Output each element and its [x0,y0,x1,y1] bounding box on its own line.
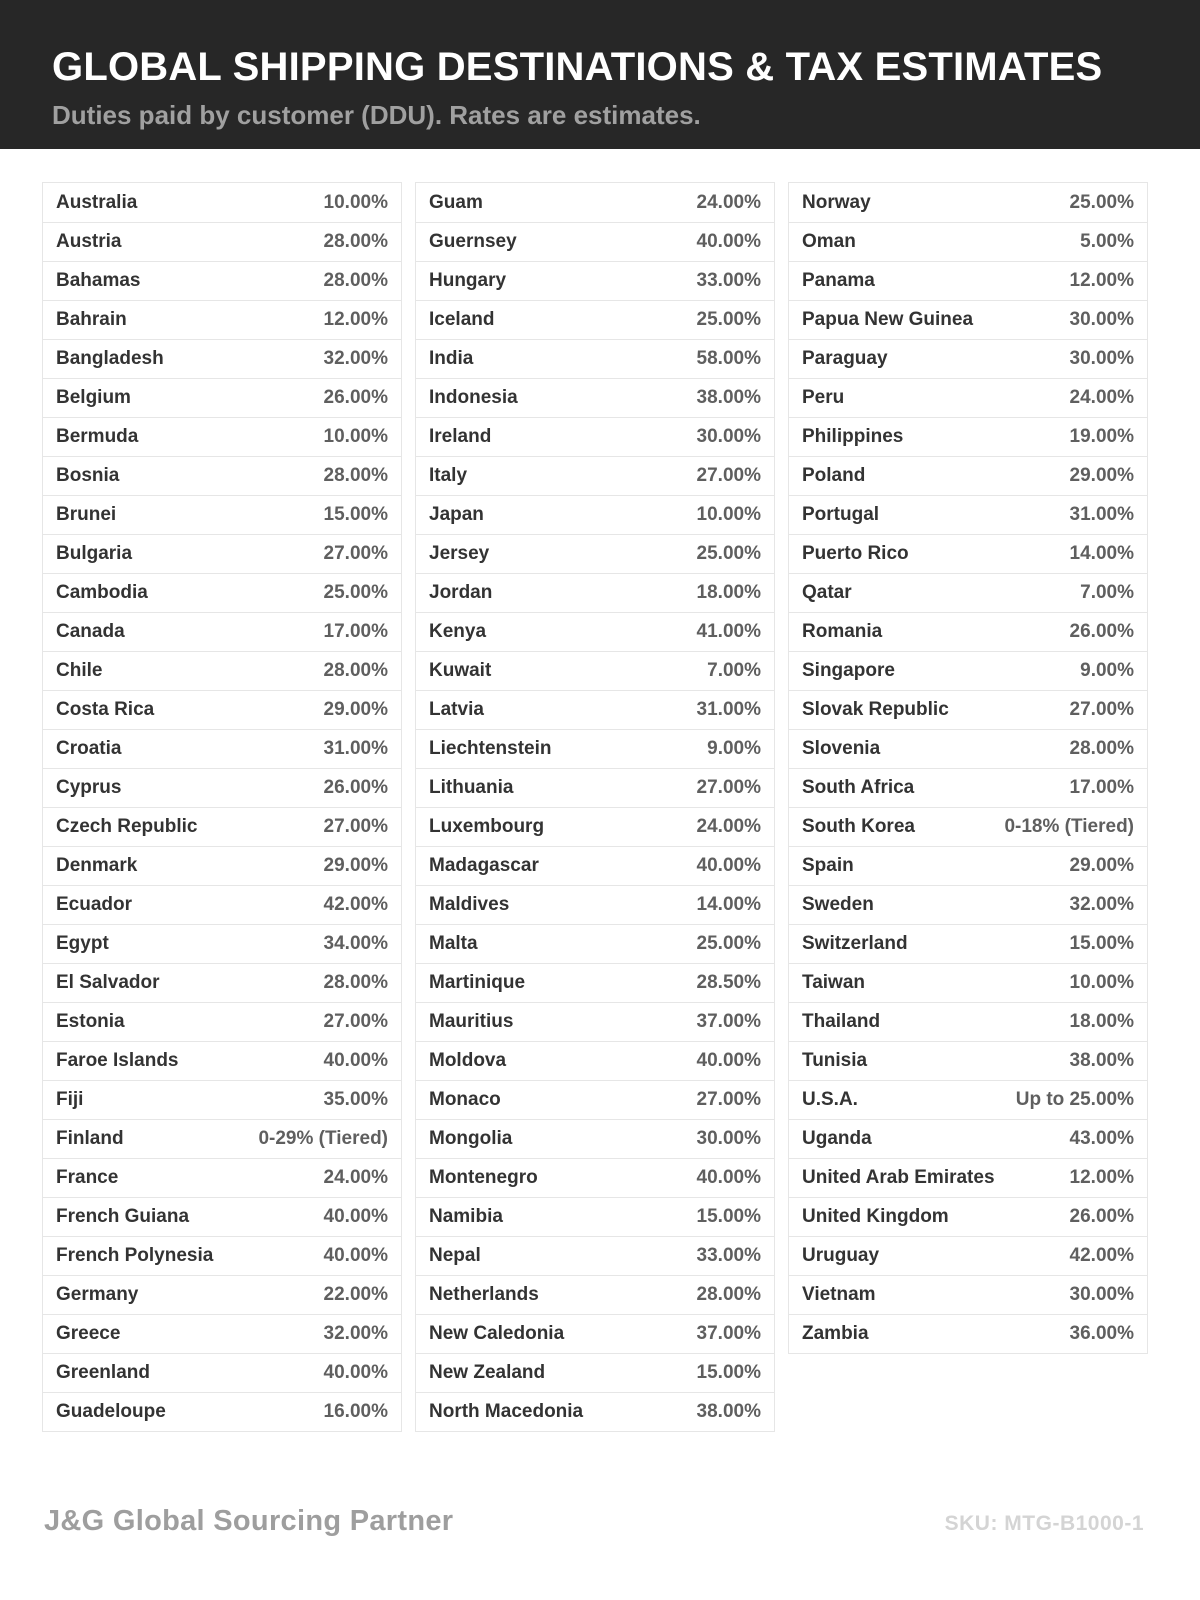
tax-rate: 28.00% [323,972,388,993]
table-row [789,1041,1147,1080]
tax-rate: 26.00% [1069,1206,1134,1227]
country-name: Greece [56,1323,121,1344]
country-name: Bahrain [56,309,127,330]
table-row [416,690,774,729]
country-name: Uruguay [802,1245,880,1266]
tax-rate: 24.00% [1069,387,1134,408]
table-row [789,456,1147,495]
country-name: Madagascar [429,855,539,876]
table-row [43,1275,401,1314]
tax-rate: 5.00% [1080,231,1134,252]
country-name: Croatia [56,738,122,759]
country-name: Tunisia [802,1050,868,1071]
country-name: Latvia [429,699,484,720]
table-row [789,729,1147,768]
table-row [789,612,1147,651]
table-row [789,651,1147,690]
tax-rate: 30.00% [1069,309,1134,330]
country-name: Puerto Rico [802,543,909,564]
tax-rate: 9.00% [707,738,761,759]
tax-rate: 24.00% [696,191,761,213]
country-name: Bosnia [56,465,120,486]
tax-rate: 36.00% [1069,1323,1134,1344]
table-row [416,222,774,261]
country-name: Mongolia [429,1128,513,1149]
country-name: Czech Republic [56,816,198,837]
country-name: Uganda [802,1128,872,1149]
country-name: Chile [56,660,103,681]
tax-rate: 15.00% [696,1206,761,1227]
country-name: Cambodia [56,582,148,603]
country-name: Netherlands [429,1284,539,1305]
tax-rate: 37.00% [696,1011,761,1032]
table-row [416,456,774,495]
tax-rate: 27.00% [696,1089,761,1110]
country-name: Slovak Republic [802,699,949,720]
table-row [416,846,774,885]
tax-rate: 10.00% [323,191,388,213]
country-name: Taiwan [802,972,865,993]
tax-rate: 7.00% [707,660,761,681]
tax-rate: 28.00% [323,270,388,291]
tax-rate: 10.00% [323,426,388,447]
tax-rate: 28.00% [323,660,388,681]
country-name: Sweden [802,894,874,915]
country-name: Poland [802,465,866,486]
country-name: French Guiana [56,1206,190,1227]
tax-rate: 29.00% [323,855,388,876]
table-row [43,1158,401,1197]
country-name: Guadeloupe [56,1401,166,1422]
page-title: GLOBAL SHIPPING DESTINATIONS & TAX ESTIMATES [52,44,1103,89]
country-name: Kuwait [429,660,492,681]
tax-rate: 15.00% [323,504,388,525]
table-row [416,1275,774,1314]
tax-rate: 38.00% [1069,1050,1134,1071]
tax-rate: 24.00% [323,1167,388,1188]
country-name: French Polynesia [56,1245,214,1266]
country-name: France [56,1167,119,1188]
table-row [416,495,774,534]
tax-rate: 33.00% [696,270,761,291]
country-name: Italy [429,465,468,486]
tax-rate: 28.00% [323,465,388,486]
tax-rate: 30.00% [1069,1284,1134,1305]
table-row [43,183,401,222]
country-name: Guernsey [429,231,517,252]
country-name: Hungary [429,270,507,291]
table-row [416,1002,774,1041]
tax-rate: 17.00% [323,621,388,642]
table-row [416,1236,774,1275]
country-name: Monaco [429,1089,501,1110]
country-name: Guam [429,191,483,213]
table-row [789,495,1147,534]
table-row [416,1392,774,1431]
country-name: Paraguay [802,348,888,369]
table-row [789,1080,1147,1119]
page-subtitle: Duties paid by customer (DDU). Rates are estimates. [52,99,701,130]
table-row [416,534,774,573]
table-row [43,456,401,495]
table-row [43,573,401,612]
country-name: Faroe Islands [56,1050,179,1071]
table-row [416,300,774,339]
tax-rate: 9.00% [1080,660,1134,681]
tax-rate: 15.00% [696,1362,761,1383]
tax-rate: 31.00% [1069,504,1134,525]
table-row [43,885,401,924]
table-row [43,846,401,885]
country-name: Finland [56,1128,124,1149]
country-name: Slovenia [802,738,881,759]
tax-rate: 26.00% [323,777,388,798]
tax-rate: 42.00% [1069,1245,1134,1266]
country-name: Estonia [56,1011,125,1032]
table-row [789,1275,1147,1314]
country-name: Peru [802,387,845,408]
table-row [416,573,774,612]
table-row [416,417,774,456]
tax-rate: 24.00% [696,816,761,837]
table-row [43,729,401,768]
table-row [43,1119,401,1158]
tax-rate: 25.00% [323,582,388,603]
tax-rate: 7.00% [1080,582,1134,603]
table-row [789,417,1147,456]
country-name: Lithuania [429,777,514,798]
tax-rate: 19.00% [1069,426,1134,447]
country-name: Switzerland [802,933,908,954]
country-name: Bulgaria [56,543,133,564]
tax-rate: 27.00% [696,777,761,798]
tax-rate: 40.00% [323,1362,388,1383]
table-row [789,924,1147,963]
tax-rate: 30.00% [1069,348,1134,369]
country-name: Papua New Guinea [802,309,974,330]
tax-rate: 26.00% [1069,621,1134,642]
country-name: South Africa [802,777,915,798]
tax-rate: 31.00% [696,699,761,720]
table-row [416,1119,774,1158]
tax-rate: 12.00% [323,309,388,330]
table-row [789,963,1147,1002]
table-row [789,183,1147,222]
tax-rate: 40.00% [696,1167,761,1188]
country-name: Jersey [429,543,490,564]
table-row [43,612,401,651]
country-name: India [429,348,474,369]
tax-rate: 27.00% [323,543,388,564]
tax-rate: 40.00% [323,1245,388,1266]
table-row [43,807,401,846]
country-name: New Caledonia [429,1323,565,1344]
header-banner [0,0,1200,149]
country-name: Australia [56,191,138,213]
tax-rate: 28.50% [696,972,761,993]
table-row [789,885,1147,924]
table-row [416,885,774,924]
tax-rate: 40.00% [696,855,761,876]
tax-rate: 38.00% [696,1401,761,1422]
tax-rate: 12.00% [1069,1167,1134,1188]
tax-rate: 40.00% [696,231,761,252]
table-row [416,339,774,378]
country-name: Namibia [429,1206,503,1227]
country-name: El Salvador [56,972,160,993]
table-row [416,1041,774,1080]
table-row [789,261,1147,300]
table-row [416,963,774,1002]
table-row [789,1314,1147,1353]
tax-rate: 40.00% [323,1050,388,1071]
table-row [43,495,401,534]
table-row [43,1041,401,1080]
tax-rate: 17.00% [1069,777,1134,798]
country-name: Singapore [802,660,895,681]
country-name: Liechtenstein [429,738,552,759]
table-row [43,378,401,417]
tax-rate: 25.00% [696,543,761,564]
tax-rate: 10.00% [696,504,761,525]
country-name: United Arab Emirates [802,1167,995,1188]
table-row [416,183,774,222]
table-row [789,690,1147,729]
country-name: Moldova [429,1050,507,1071]
country-name: Bangladesh [56,348,164,369]
country-name: Thailand [802,1011,881,1032]
tax-rate: 32.00% [323,1323,388,1344]
tax-rate: 28.00% [1069,738,1134,759]
brand-text: J&G Global Sourcing Partner [44,1505,454,1537]
table-row [43,1392,401,1431]
country-name: Luxembourg [429,816,545,837]
table-row [43,261,401,300]
table-row [416,1080,774,1119]
country-name: Iceland [429,309,495,330]
tax-rate: 33.00% [696,1245,761,1266]
country-name: Philippines [802,426,904,447]
country-name: Malta [429,933,478,954]
table-row [43,1080,401,1119]
table-row [416,768,774,807]
country-name: Montenegro [429,1167,538,1188]
country-name: Panama [802,270,875,291]
table-row [416,651,774,690]
tax-rate: 25.00% [696,933,761,954]
table-row [416,378,774,417]
tax-rate: 43.00% [1069,1128,1134,1149]
table-row [43,768,401,807]
tax-rate: 40.00% [323,1206,388,1227]
table-row [789,768,1147,807]
table-row [43,1353,401,1392]
country-name: Zambia [802,1323,869,1344]
country-name: New Zealand [429,1362,546,1383]
tax-rate: 25.00% [696,309,761,330]
country-name: Japan [429,504,484,525]
tax-rate: 12.00% [1069,270,1134,291]
country-name: Spain [802,855,854,876]
country-name: Greenland [56,1362,150,1383]
tax-rate: 41.00% [696,621,761,642]
tax-rate: 28.00% [696,1284,761,1305]
country-name: Oman [802,231,856,252]
tax-rate: 25.00% [1069,191,1134,213]
table-row [43,300,401,339]
table-row [789,1002,1147,1041]
table-row [43,222,401,261]
tax-rate: 42.00% [323,894,388,915]
country-name: U.S.A. [802,1089,858,1110]
table-row [789,1236,1147,1275]
tax-rate: 27.00% [1069,699,1134,720]
rates-column-1 [42,182,402,1432]
table-row [43,1002,401,1041]
tax-rate: 35.00% [323,1089,388,1110]
tax-rate: 16.00% [323,1401,388,1422]
table-row [43,963,401,1002]
tax-rate: 22.00% [323,1284,388,1305]
country-name: Jordan [429,582,493,603]
table-row [43,1236,401,1275]
table-row [789,1197,1147,1236]
footer [0,1505,1200,1538]
country-name: Brunei [56,504,117,525]
tax-rate: 10.00% [1069,972,1134,993]
tax-rate: 58.00% [696,348,761,369]
table-row [43,1314,401,1353]
table-row [43,1197,401,1236]
tax-rate: 32.00% [1069,894,1134,915]
table-row [416,807,774,846]
table-row [789,573,1147,612]
tax-rate: 29.00% [323,699,388,720]
table-row [416,729,774,768]
country-name: Kenya [429,621,487,642]
country-name: Germany [56,1284,139,1305]
tax-rate: 27.00% [696,465,761,486]
table-row [43,339,401,378]
country-name: Bahamas [56,270,141,291]
tax-rate: 18.00% [1069,1011,1134,1032]
country-name: Costa Rica [56,699,155,720]
country-name: North Macedonia [429,1401,584,1422]
tax-rate: 14.00% [1069,543,1134,564]
tax-rate: Up to 25.00% [1015,1089,1134,1110]
tax-rate: 30.00% [696,426,761,447]
tax-rate: 0-18% (Tiered) [1004,816,1134,837]
country-name: Norway [802,191,871,213]
tax-rate: 14.00% [696,894,761,915]
country-name: Ecuador [56,894,133,915]
table-row [789,1158,1147,1197]
country-name: United Kingdom [802,1206,949,1227]
country-name: Fiji [56,1089,84,1110]
tax-rate: 0-29% (Tiered) [258,1128,388,1149]
tax-rate: 30.00% [696,1128,761,1149]
table-row [416,612,774,651]
table-row [789,378,1147,417]
tax-rate: 29.00% [1069,465,1134,486]
tax-rate: 29.00% [1069,855,1134,876]
table-row [789,846,1147,885]
rates-column-2 [415,182,775,1432]
table-row [416,924,774,963]
tax-rate: 38.00% [696,387,761,408]
table-row [789,807,1147,846]
country-name: Ireland [429,426,492,447]
tax-rate: 34.00% [323,933,388,954]
country-name: Belgium [56,387,131,408]
country-name: Romania [802,621,883,642]
country-name: Nepal [429,1245,481,1266]
country-name: Qatar [802,582,852,603]
table-row [789,1119,1147,1158]
tax-rate: 28.00% [323,231,388,252]
table-row [43,690,401,729]
country-name: Egypt [56,933,109,954]
table-row [416,261,774,300]
table-row [416,1353,774,1392]
tax-rate: 27.00% [323,816,388,837]
table-row [789,339,1147,378]
country-name: Canada [56,621,125,642]
country-name: Martinique [429,972,526,993]
table-row [43,417,401,456]
tax-rate: 40.00% [696,1050,761,1071]
country-name: Bermuda [56,426,139,447]
country-name: Indonesia [429,387,518,408]
table-row [416,1314,774,1353]
table-row [43,924,401,963]
tax-rate: 31.00% [323,738,388,759]
country-name: Vietnam [802,1284,876,1305]
table-row [43,651,401,690]
tax-rate: 18.00% [696,582,761,603]
tax-rate: 32.00% [323,348,388,369]
table-row [789,534,1147,573]
tax-rate: 26.00% [323,387,388,408]
table-row [416,1158,774,1197]
tax-rate: 15.00% [1069,933,1134,954]
country-name: Denmark [56,855,138,876]
country-name: Austria [56,231,122,252]
country-name: South Korea [802,816,915,837]
country-name: Maldives [429,894,510,915]
tax-rate: 27.00% [323,1011,388,1032]
rates-table [0,182,1200,1432]
country-name: Portugal [802,504,880,525]
table-row [789,222,1147,261]
table-row [43,534,401,573]
country-name: Cyprus [56,777,122,798]
country-name: Mauritius [429,1011,514,1032]
sku-text: SKU: MTG-B1000-1 [944,1512,1144,1535]
rates-column-3 [788,182,1148,1354]
tax-rate: 37.00% [696,1323,761,1344]
table-row [416,1197,774,1236]
table-row [789,300,1147,339]
